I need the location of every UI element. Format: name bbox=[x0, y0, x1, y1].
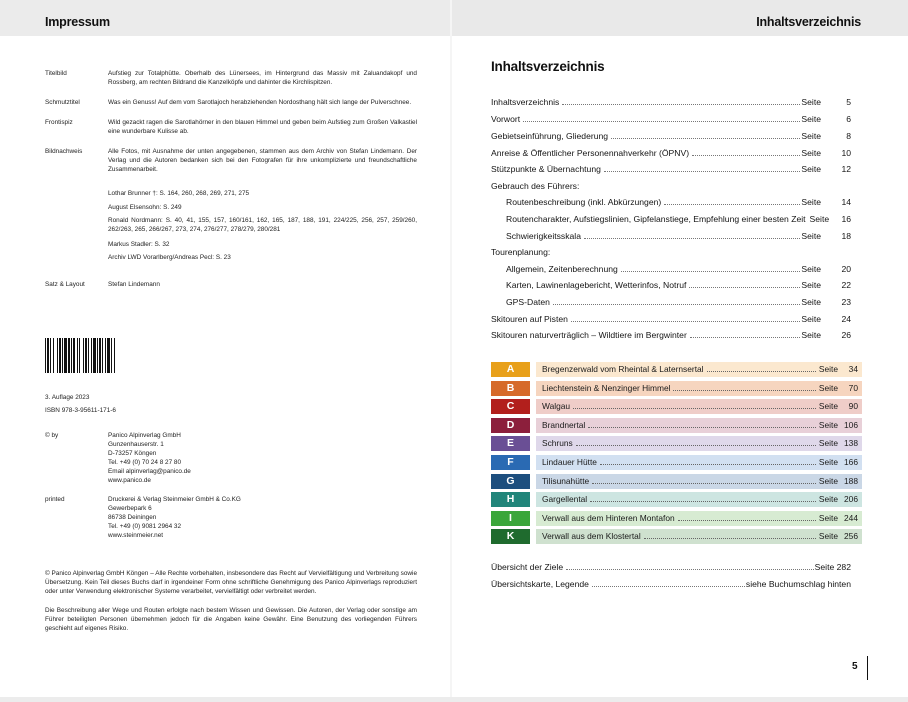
region-letter-badge: C bbox=[491, 399, 530, 414]
region-title-bar bbox=[536, 436, 862, 451]
impressum-value: Aufstieg zur Totalphütte. Oberhalb des Lünersees, im Hintergrund das Massiv mit Zaluandakopf und Rossberg, am rechten Bildrand die Kanzelköpfe und dahinter die Kirchlispitzen. bbox=[108, 70, 417, 86]
toc-entry-text: Karten, Lawinenlagebericht, Wetterinfos, Notruf bbox=[506, 280, 687, 290]
impressum-value: Wild gezackt ragen die Sarotlahörner in den blauen Himmel und geben beim Aufstieg zum Großen Valkastiel eine wunderbare Kulisse ab. bbox=[108, 119, 417, 135]
credit-text: Ronald Nordmann: S. 40, 41, 155, 157, 160/161, 162, 165, 187, 188, 191, 224/225, 256, 257, 259/260, 262/263, 265, 266/267, 273, 274, 276/277, 278/279, 280/281 bbox=[108, 217, 417, 233]
right-header-title: Inhaltsverzeichnis bbox=[756, 15, 861, 29]
copyright-address bbox=[108, 432, 417, 485]
toc-entry-page: 5 bbox=[846, 97, 851, 107]
dot-leader bbox=[690, 337, 801, 338]
region-title-bar bbox=[536, 455, 862, 470]
dot-leader bbox=[678, 520, 816, 521]
region-title: Lindauer Hütte bbox=[542, 457, 597, 467]
toc-seite-label: Seite bbox=[801, 197, 821, 207]
toc-entry[interactable] bbox=[491, 129, 851, 143]
toc-entry-text: Vorwort bbox=[491, 114, 521, 124]
region-page: 34 bbox=[848, 364, 858, 374]
toc-overview-row[interactable] bbox=[491, 560, 851, 574]
edition-text: 3. Auflage 2023 bbox=[45, 394, 90, 401]
address-line: Email alpinverlag@panico.de bbox=[108, 467, 191, 475]
address-line: 86738 Deiningen bbox=[108, 513, 157, 521]
right-header-band bbox=[452, 0, 908, 36]
bottom-strip bbox=[0, 697, 908, 702]
address-line: Tel. +49 (0) 70 24 8 27 80 bbox=[108, 458, 182, 466]
region-page: 90 bbox=[848, 401, 858, 412]
toc-entry[interactable] bbox=[491, 328, 851, 342]
toc-entry-text: GPS-Daten bbox=[506, 297, 550, 307]
toc-entry-page: 26 bbox=[841, 330, 851, 340]
toc-entry-text: Routencharakter, Aufstiegslinien, Gipfelanstiege, Empfehlung einer besten Zeit bbox=[506, 214, 806, 224]
region-title: Tilisunahütte bbox=[542, 475, 590, 486]
toc-seite-label: Seite bbox=[801, 131, 821, 141]
page-number-rule bbox=[867, 656, 868, 680]
region-letter-badge: F bbox=[491, 455, 530, 470]
dot-leader bbox=[571, 321, 800, 322]
toc-seite-label: Seite bbox=[818, 364, 838, 374]
toc-entry-text: Schwierigkeitsskala bbox=[506, 231, 581, 241]
region-entry-e[interactable] bbox=[491, 436, 862, 451]
impressum-key: Satz & Layout bbox=[45, 281, 85, 288]
credit-text: Markus Stadler: S. 32 bbox=[108, 241, 170, 248]
toc-entry-text: Stützpunkte & Übernachtung bbox=[491, 164, 601, 174]
region-page: 206 bbox=[844, 494, 858, 505]
region-entry-i[interactable] bbox=[491, 511, 862, 526]
toc-entry[interactable] bbox=[506, 195, 851, 209]
toc-seite-label: Seite bbox=[818, 419, 838, 430]
region-page: 70 bbox=[848, 382, 858, 393]
toc-entry-text: Allgemein, Zeitenberechnung bbox=[506, 264, 618, 274]
toc-seite-label: Seite bbox=[801, 97, 821, 107]
dot-leader bbox=[592, 586, 745, 587]
isbn-text: ISBN 978-3-95611-171-6 bbox=[45, 407, 116, 414]
address-line: Tel. +49 (0) 9081 2964 32 bbox=[108, 522, 182, 530]
toc-entry-page: Seite 282 bbox=[814, 562, 851, 572]
region-letter-badge: E bbox=[491, 436, 530, 451]
region-entry-a[interactable] bbox=[491, 362, 862, 377]
toc-entry-page: 18 bbox=[841, 231, 851, 241]
toc-seite-label: Seite bbox=[818, 457, 838, 467]
credit-text: August Elsensohn: S. 249 bbox=[108, 204, 182, 211]
toc-entry[interactable] bbox=[506, 262, 851, 276]
toc-entry[interactable] bbox=[506, 295, 851, 309]
toc-entry-page: siehe Buchumschlag hinten bbox=[745, 579, 851, 589]
region-page: 166 bbox=[844, 457, 858, 467]
toc-entry[interactable] bbox=[491, 162, 851, 176]
toc-seite-label: Seite bbox=[818, 382, 838, 393]
region-title-bar bbox=[536, 474, 862, 489]
toc-entry-text: Inhaltsverzeichnis bbox=[491, 97, 560, 107]
dot-leader bbox=[553, 304, 800, 305]
toc-seite-label: Seite bbox=[801, 264, 821, 274]
address-line: Gunzenhauserstr. 1 bbox=[108, 440, 164, 448]
toc-title: Inhaltsverzeichnis bbox=[491, 59, 605, 74]
address-line: D-73257 Köngen bbox=[108, 449, 157, 457]
copyright-notice: © Panico Alpinverlag GmbH Köngen – Alle Rechte vorbehalten, insbesondere das Recht auf Vervielfältigung und Verbreitung sowie Übersetzung. Kein Teil dieses Buchs darf in irgendeiner Form ohne schriftliche Genehmigung des Panico Alpinverlags reproduziert oder unter Verwendung elektronischer Systeme verarbeitet, vervielfältigt oder verbreitet werden. bbox=[45, 570, 417, 595]
toc-seite-label: Seite bbox=[801, 330, 821, 340]
toc-entry[interactable] bbox=[506, 278, 851, 292]
toc-entry-page: 6 bbox=[846, 114, 851, 124]
dot-leader bbox=[573, 408, 816, 409]
region-title-bar bbox=[536, 511, 862, 526]
region-page: 244 bbox=[844, 512, 858, 523]
toc-entry-text: Übersicht der Ziele bbox=[491, 562, 564, 572]
toc-entry[interactable] bbox=[506, 229, 851, 243]
region-title: Bregenzerwald vom Rheintal & Laternsertal bbox=[542, 364, 704, 374]
dot-leader bbox=[590, 501, 816, 502]
toc-seite-label: Seite bbox=[801, 280, 821, 290]
region-letter-badge: H bbox=[491, 492, 530, 507]
toc-entry-page: 16 bbox=[841, 214, 851, 224]
impressum-key: Bildnachweis bbox=[45, 148, 83, 155]
dot-leader bbox=[604, 171, 801, 172]
toc-entry-text: Skitouren auf Pisten bbox=[491, 314, 568, 324]
region-title: Verwall aus dem Hinteren Montafon bbox=[542, 512, 675, 523]
impressum-key: Frontispiz bbox=[45, 119, 73, 126]
region-letter-badge: A bbox=[491, 362, 530, 377]
page-gutter bbox=[450, 0, 452, 702]
dot-leader bbox=[673, 390, 815, 391]
printed-key: printed bbox=[45, 496, 65, 503]
dot-leader bbox=[566, 569, 814, 570]
toc-seite-label: Seite bbox=[818, 494, 838, 505]
disclaimer-notice: Die Beschreibung aller Wege und Routen erfolgte nach bestem Wissen und Gewissen. Die Autoren, der Verlag oder sonstige am Führer beteiligten Personen übernehmen jedoch für die Angaben keine Gewähr. Eine Benutzung des vorliegenden Führers geschieht auf eigenes Risiko. bbox=[45, 607, 417, 632]
region-page: 188 bbox=[844, 475, 858, 486]
region-page: 138 bbox=[844, 438, 858, 449]
region-letter-badge: B bbox=[491, 381, 530, 396]
left-header-title: Impressum bbox=[45, 15, 110, 29]
region-letter-badge: G bbox=[491, 474, 530, 489]
toc-seite-label: Seite bbox=[818, 438, 838, 449]
dot-leader bbox=[644, 538, 816, 539]
address-line: Druckerei & Verlag Steinmeier GmbH & Co.KG bbox=[108, 496, 241, 503]
region-title: Schruns bbox=[542, 438, 573, 449]
impressum-value: Alle Fotos, mit Ausnahme der unten angegebenen, stammen aus dem Archiv von Stefan Lindemann. Der Verlag und die Autoren bedanken sich bei den Fotografen für ihre unkomplizierte und freundschaftliche Zusammenarbeit. bbox=[108, 148, 417, 173]
region-title-bar bbox=[536, 399, 862, 414]
dot-leader bbox=[523, 121, 800, 122]
toc-entry-text: Anreise & Öffentlicher Personennahverkehr (ÖPNV) bbox=[491, 148, 690, 158]
impressum-value: Was ein Genuss! Auf dem vom Sarotlajoch herabziehenden Nordosthang hält sich lange der Pulverschnee. bbox=[108, 99, 412, 106]
region-title-bar bbox=[536, 362, 862, 377]
region-title-bar bbox=[536, 492, 862, 507]
toc-entry-text: Skitouren naturverträglich – Wildtiere im Bergwinter bbox=[491, 330, 687, 340]
dot-leader bbox=[592, 483, 816, 484]
dot-leader bbox=[689, 287, 800, 288]
impressum-value: Stefan Lindemann bbox=[108, 281, 160, 288]
barcode-bar bbox=[115, 338, 116, 373]
toc-entry-page: 10 bbox=[841, 148, 851, 158]
toc-entry-text: Routenbeschreibung (inkl. Abkürzungen) bbox=[506, 197, 662, 207]
toc-entry[interactable] bbox=[491, 112, 851, 126]
region-entry-d[interactable] bbox=[491, 418, 862, 433]
region-letter-badge: I bbox=[491, 511, 530, 526]
dot-leader bbox=[576, 445, 816, 446]
region-letter-badge: K bbox=[491, 529, 530, 544]
toc-entry-text: Übersichtskarte, Legende bbox=[491, 579, 589, 589]
toc-section-heading bbox=[491, 179, 851, 193]
region-letter-badge: D bbox=[491, 418, 530, 433]
dot-leader bbox=[611, 138, 800, 139]
region-title-bar bbox=[536, 418, 862, 433]
toc-seite-label: Seite bbox=[818, 475, 838, 486]
toc-seite-label: Seite bbox=[801, 164, 821, 174]
region-title: Brandnertal bbox=[542, 419, 586, 430]
toc-entry[interactable] bbox=[491, 312, 851, 326]
region-entry-k[interactable] bbox=[491, 529, 862, 544]
region-title-bar bbox=[536, 381, 862, 396]
toc-entry[interactable] bbox=[491, 95, 851, 109]
toc-seite-label: Seite bbox=[801, 231, 821, 241]
page-number: 5 bbox=[852, 661, 858, 672]
region-entry-h[interactable] bbox=[491, 492, 862, 507]
copyright-key: © by bbox=[45, 432, 59, 439]
region-title: Walgau bbox=[542, 401, 571, 412]
address-line: www.panico.de bbox=[108, 476, 151, 484]
toc-seite-label: Seite bbox=[818, 531, 838, 542]
toc-seite-label: Seite bbox=[818, 512, 838, 523]
toc-entry[interactable] bbox=[506, 212, 851, 226]
toc-entry-page: 24 bbox=[841, 314, 851, 324]
impressum-key: Titelbild bbox=[45, 70, 67, 77]
toc-entry-page: 12 bbox=[841, 164, 851, 174]
region-entry-b[interactable] bbox=[491, 381, 862, 396]
toc-entry-page: 8 bbox=[846, 131, 851, 141]
address-line: Panico Alpinverlag GmbH bbox=[108, 432, 181, 439]
region-entry-c[interactable] bbox=[491, 399, 862, 414]
credit-text: Archiv LWD Vorarlberg/Andreas Pecl: S. 23 bbox=[108, 254, 231, 261]
dot-leader bbox=[692, 155, 800, 156]
toc-seite-label: Seite bbox=[801, 114, 821, 124]
toc-entry-page: 22 bbox=[841, 280, 851, 290]
dot-leader bbox=[621, 271, 801, 272]
dot-leader bbox=[707, 371, 816, 372]
region-entry-f[interactable] bbox=[491, 455, 862, 470]
toc-seite-label: Seite bbox=[801, 314, 821, 324]
region-title: Gargellental bbox=[542, 494, 588, 505]
region-title-bar bbox=[536, 529, 862, 544]
left-header-band bbox=[0, 0, 450, 36]
region-title: Verwall aus dem Klostertal bbox=[542, 531, 641, 542]
toc-entry-text: Gebietseinführung, Gliederung bbox=[491, 131, 609, 141]
toc-entry[interactable] bbox=[491, 146, 851, 160]
toc-seite-label: Seite bbox=[818, 401, 838, 412]
address-line: www.steinmeier.net bbox=[108, 531, 164, 539]
toc-entry-page: 23 bbox=[841, 297, 851, 307]
toc-seite-label: Seite bbox=[801, 297, 821, 307]
isbn-barcode bbox=[45, 338, 165, 373]
region-title: Liechtenstein & Nenzinger Himmel bbox=[542, 382, 671, 393]
address-line: Gewerbepark 6 bbox=[108, 504, 152, 512]
dot-leader bbox=[588, 427, 816, 428]
toc-entry-text: Gebrauch des Führers: bbox=[491, 181, 580, 191]
toc-entry-page: 20 bbox=[841, 264, 851, 274]
toc-legend-row[interactable] bbox=[491, 577, 851, 591]
dot-leader bbox=[664, 204, 800, 205]
toc-entry-text: Tourenplanung: bbox=[491, 247, 551, 257]
toc-entry-page: 14 bbox=[841, 197, 851, 207]
region-page: 106 bbox=[844, 419, 858, 430]
toc-seite-label: Seite bbox=[809, 214, 830, 224]
region-page: 256 bbox=[844, 531, 858, 542]
toc-seite-label: Seite bbox=[801, 148, 821, 158]
printer-address bbox=[108, 496, 417, 541]
region-entry-g[interactable] bbox=[491, 474, 862, 489]
dot-leader bbox=[584, 238, 800, 239]
dot-leader bbox=[562, 104, 800, 105]
impressum-key: Schmutztitel bbox=[45, 99, 80, 106]
toc-section-heading bbox=[491, 245, 851, 259]
dot-leader bbox=[600, 464, 816, 465]
credit-text: Lothar Brunner †: S. 164, 260, 268, 269, 271, 275 bbox=[108, 190, 250, 197]
